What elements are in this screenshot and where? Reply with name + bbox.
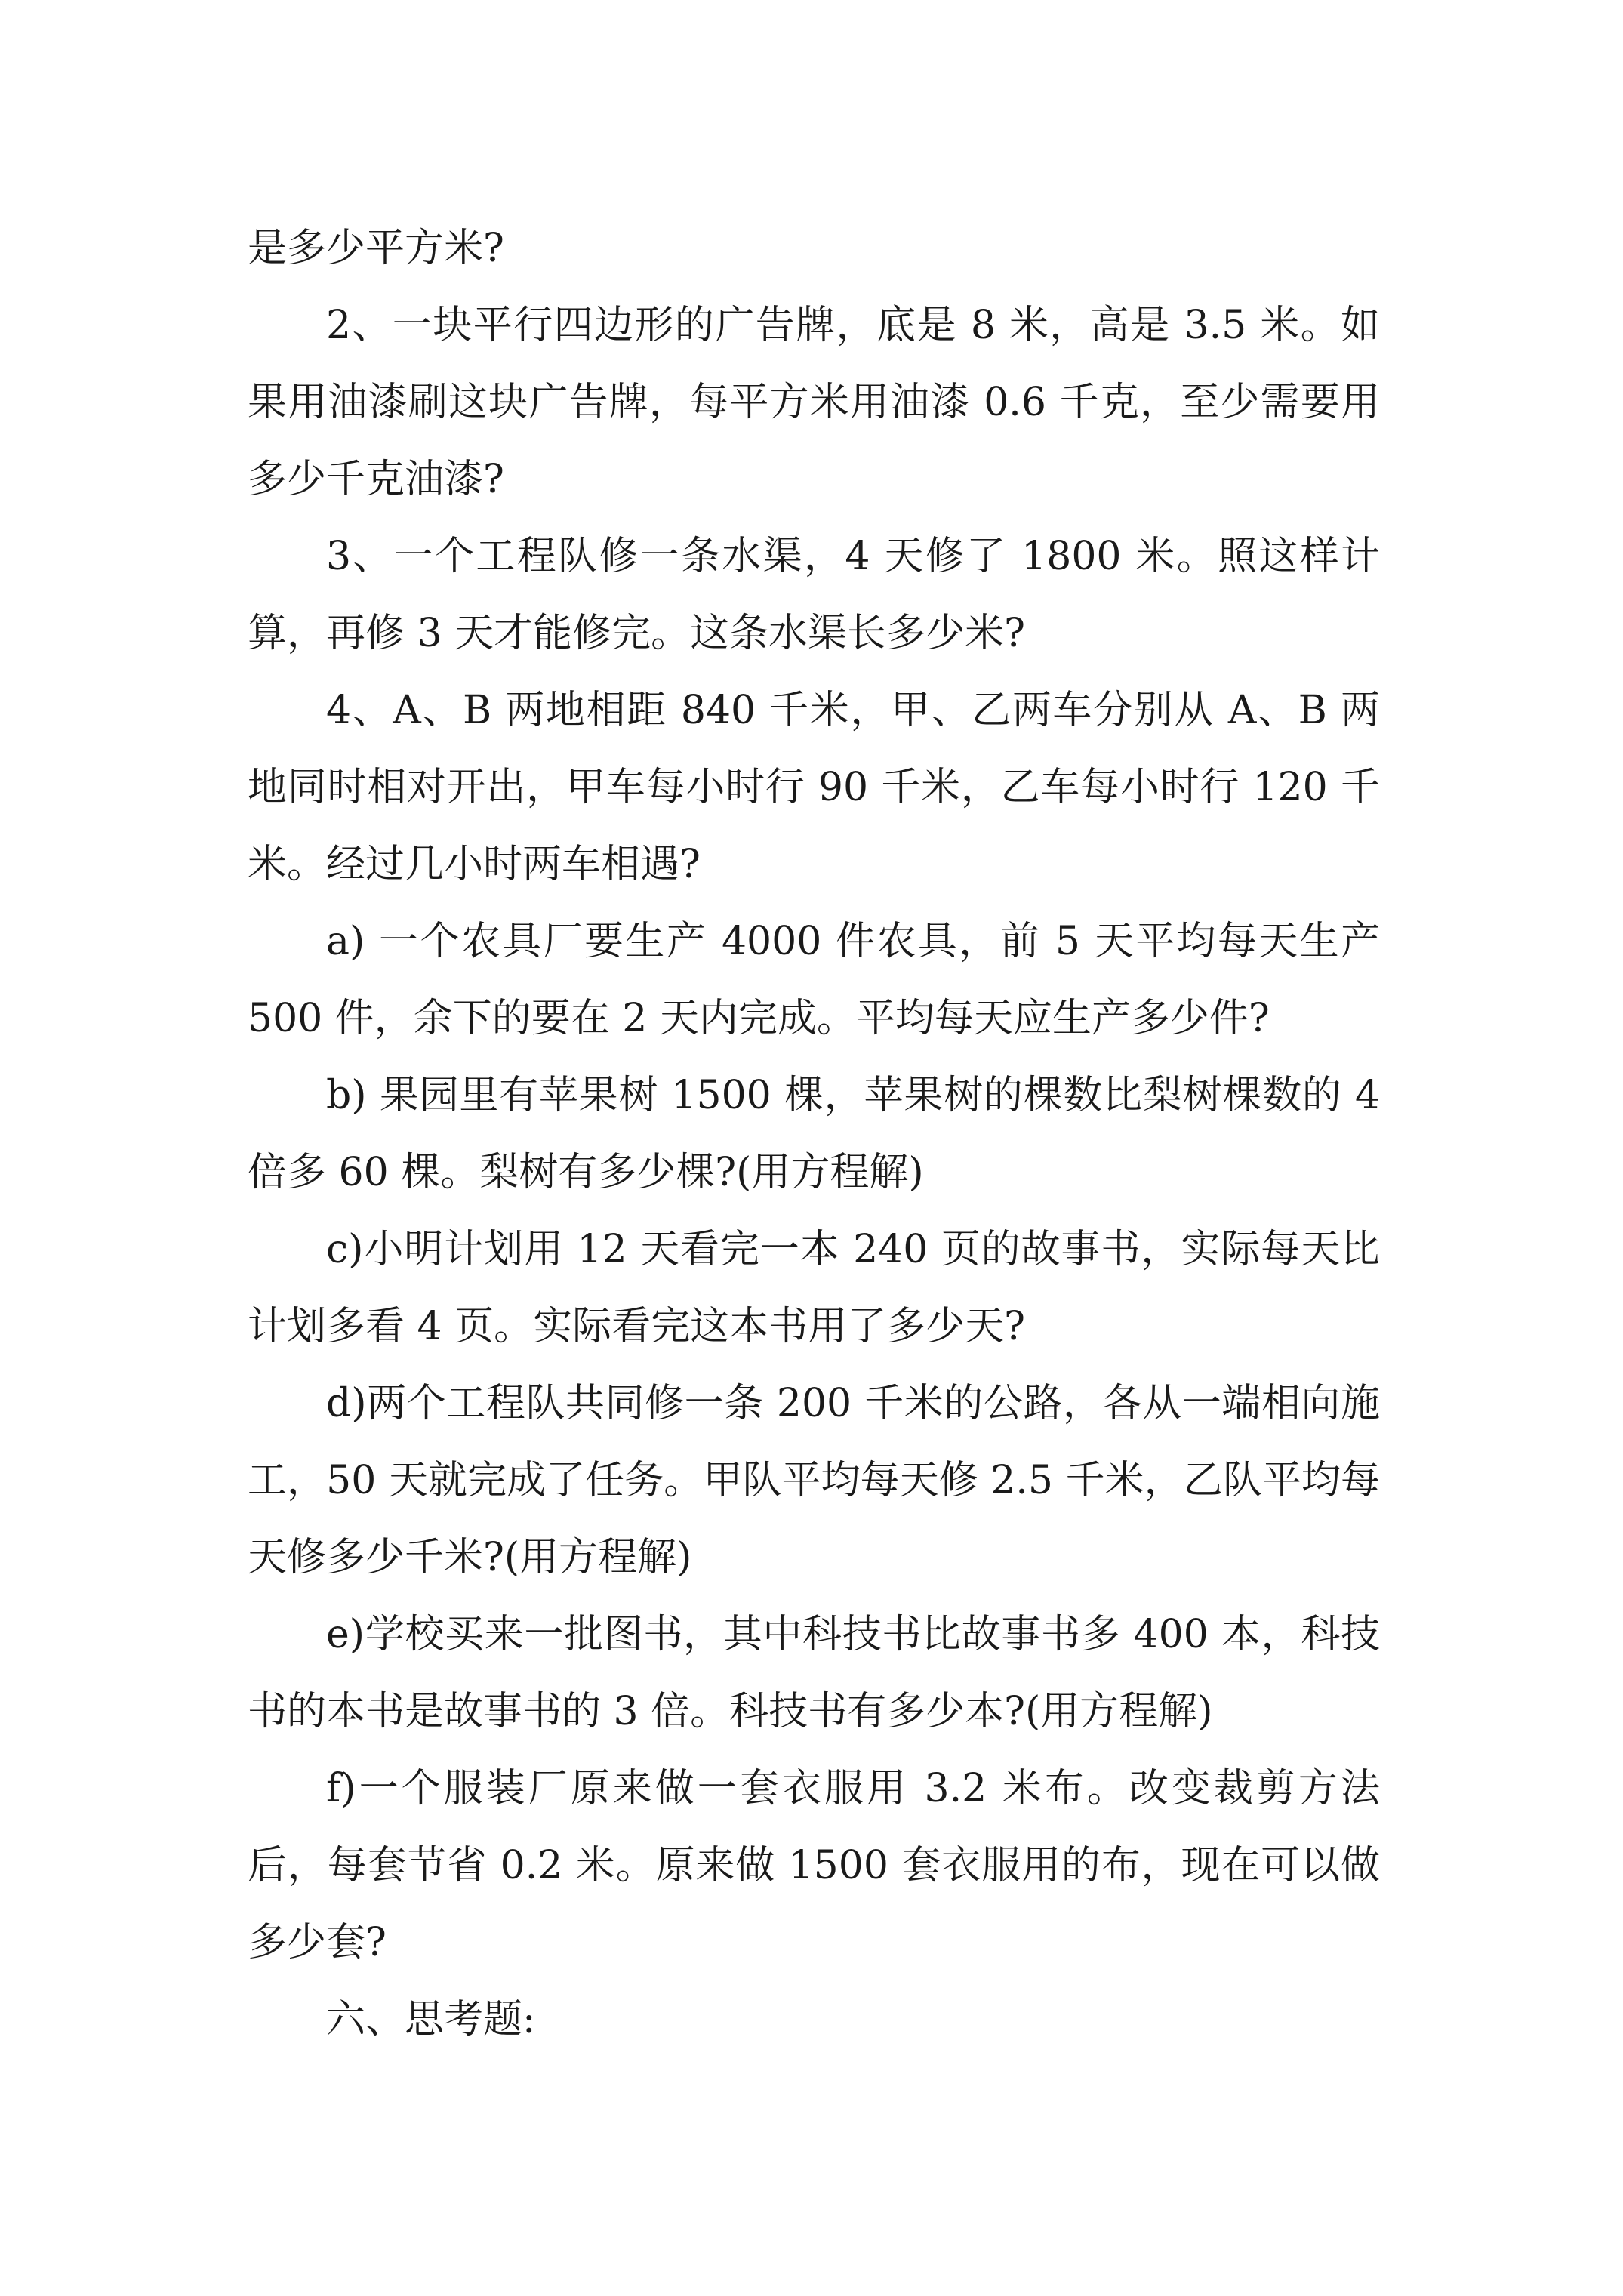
document-body xyxy=(248,210,1380,2058)
question-a: a) 一个农具厂要生产 4000 件农具，前 5 天平均每天生产 500 件，余下的要在 2 天内完成。平均每天应生产多少件? xyxy=(248,919,1380,1041)
question-4: 4、A、B 两地相距 840 千米，甲、乙两车分别从 A、B 两地同时相对开出，甲车每小时行 90 千米，乙车每小时行 120 千米。经过几小时两车相遇? xyxy=(248,688,1380,887)
question-e: e)学校买来一批图书，其中科技书比故事书多 400 本，科技书的本书是故事书的 3 倍。科技书有多少本?(用方程解) xyxy=(248,1612,1380,1734)
question-c: c)小明计划用 12 天看完一本 240 页的故事书，实际每天比计划多看 4 页。实际看完这本书用了多少天? xyxy=(248,1227,1380,1349)
question-b: b) 果园里有苹果树 1500 棵，苹果树的棵数比梨树棵数的 4 倍多 60 棵。梨树有多少棵?(用方程解) xyxy=(248,1073,1380,1195)
section-heading-thinking-questions: 六、思考题: xyxy=(326,1997,536,2042)
question-f: f)一个服装厂原来做一套衣服用 3.2 米布。改变裁剪方法后，每套节省 0.2 米。原来做 1500 套衣服用的布，现在可以做多少套? xyxy=(248,1766,1380,1965)
question-2: 2、一块平行四边形的广告牌，底是 8 米，高是 3.5 米。如果用油漆刷这块广告牌，每平方米用油漆 0.6 千克，至少需要用多少千克油漆? xyxy=(248,303,1380,502)
question-3: 3、一个工程队修一条水渠，4 天修了 1800 米。照这样计算，再修 3 天才能修完。这条水渠长多少米? xyxy=(248,534,1380,656)
question-d: d)两个工程队共同修一条 200 千米的公路，各从一端相向施工，50 天就完成了任务。甲队平均每天修 2.5 千米，乙队平均每天修多少千米?(用方程解) xyxy=(248,1381,1380,1580)
paragraph-continuation: 是多少平方米? xyxy=(248,226,504,271)
